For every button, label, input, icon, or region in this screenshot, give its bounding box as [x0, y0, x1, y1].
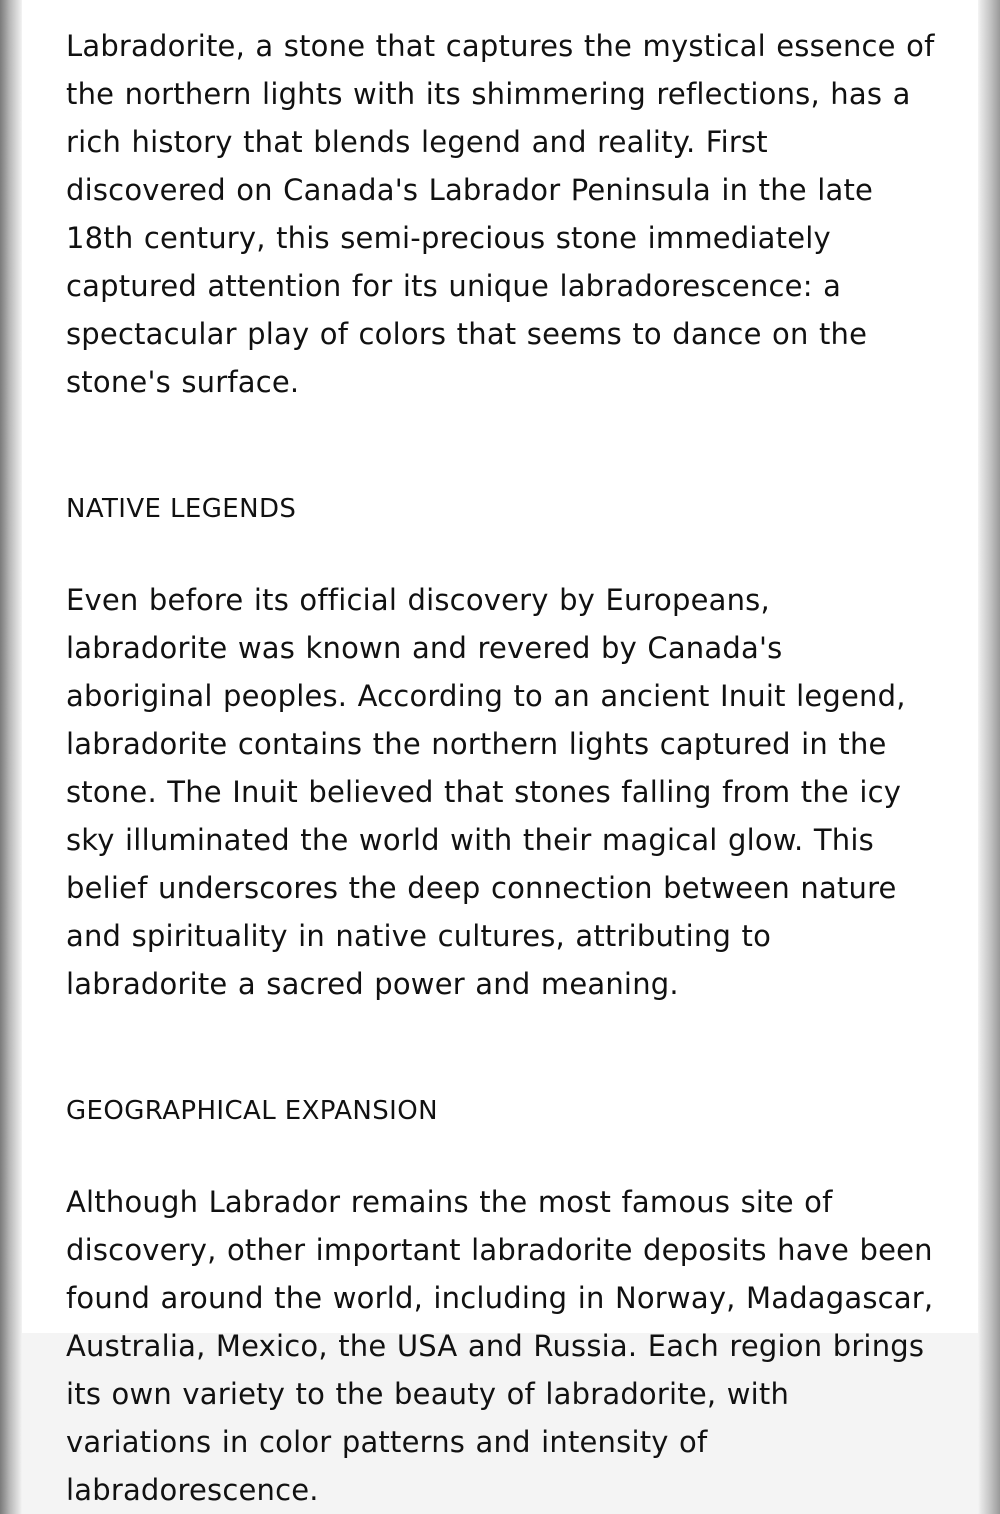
section-heading-native-legends: NATIVE LEGENDS [66, 494, 297, 524]
section-heading-geographical-expansion: GEOGRAPHICAL EXPANSION [66, 1096, 438, 1126]
intro-paragraph: Labradorite, a stone that captures the mystical essence of the northern lights with its shimmering reflections, has a rich history that blends legend and reality. First discovered on Canada's Labrador Peninsula in the late 18th century, this semi-precious stone immediately captured attention for its unique labradorescence: a spectacular play of colors that seems to dance on the stone's surface. [66, 29, 935, 399]
article-page [22, 0, 978, 1507]
geographical-expansion-paragraph: Although Labrador remains the most famous site of discovery, other important labradorite deposits have been found around the world, including in Norway, Madagascar, Australia, Mexico, the USA and Russia. Each region brings its own variety to the beauty of labradorite, with variations in color patterns and intensity of labradorescence. [66, 1185, 934, 1507]
native-legends-paragraph: Even before its official discovery by Europeans, labradorite was known and revered by Canada's aboriginal peoples. According to an ancient Inuit legend, labradorite contains the northern lights captured in the stone. The Inuit believed that stones falling from the icy sky illuminated the world with their magical glow. This belief underscores the deep connection between nature and spirituality in native cultures, attributing to labradorite a sacred power and meaning. [66, 583, 906, 1001]
